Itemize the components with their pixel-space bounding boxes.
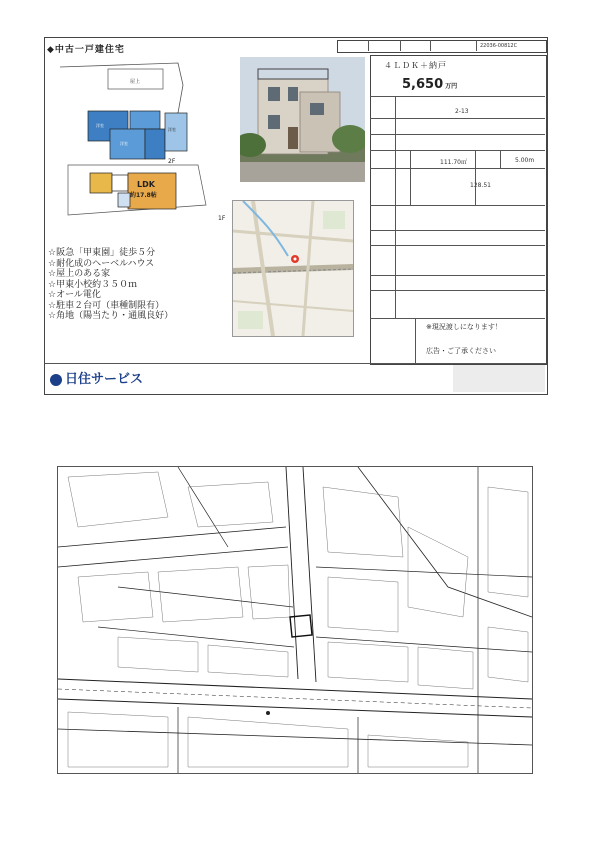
svg-text:洋室: 洋室 — [120, 141, 128, 146]
ldk-size: 約17.8帖 — [130, 192, 157, 199]
remark-current-condition: ※現況渡しになります！ — [426, 323, 502, 331]
company-name: 日住サービス — [65, 372, 144, 387]
svg-text:屋上: 屋上 — [130, 79, 141, 85]
svg-text:洋室: 洋室 — [168, 127, 176, 132]
logo-mark-icon — [50, 374, 62, 386]
feature-item: ☆耐化成のヘーベルハウス — [48, 258, 155, 269]
feature-item: ☆屋上のある家 — [48, 269, 111, 279]
company-logo — [50, 368, 143, 387]
floor-1f-label: 1F — [218, 215, 226, 222]
ref-code: 22036-00812C — [480, 43, 518, 49]
floor-2f-label: 2F — [168, 158, 176, 165]
handler-panel — [453, 365, 545, 392]
feature-item: ☆甲東小校約３５０ｍ — [48, 279, 138, 290]
property-type: ４ＬＤＫ＋納戸 — [384, 61, 447, 70]
price-value: 5,650 — [402, 77, 444, 92]
feature-item: ☆角地（陽当たり・通風良好） — [48, 311, 174, 321]
feature-item: ☆駐車２台可（車種制限有） — [48, 300, 165, 311]
house-photo — [240, 57, 365, 182]
feature-item: ☆オール電化 — [48, 290, 101, 300]
feature-list — [48, 248, 173, 322]
remark-notice: 広告・ご了承ください — [426, 347, 496, 355]
ldk-label: LDK — [137, 180, 155, 189]
flyer-heading: ◆中古一戸建住宅 — [47, 45, 125, 55]
feature-item: ☆阪急「甲東園」徒歩５分 — [48, 248, 156, 258]
land-area: 111.70㎡ — [440, 159, 467, 166]
location-map — [232, 200, 354, 337]
price-unit: 万円 — [445, 83, 458, 90]
address-line: 2-13 — [455, 108, 469, 115]
svg-text:洋室: 洋室 — [96, 123, 104, 128]
road-width: 5.00m — [515, 157, 535, 164]
building-area: 128.51 — [470, 182, 491, 189]
cadastral-map — [57, 466, 533, 774]
price — [402, 77, 457, 92]
